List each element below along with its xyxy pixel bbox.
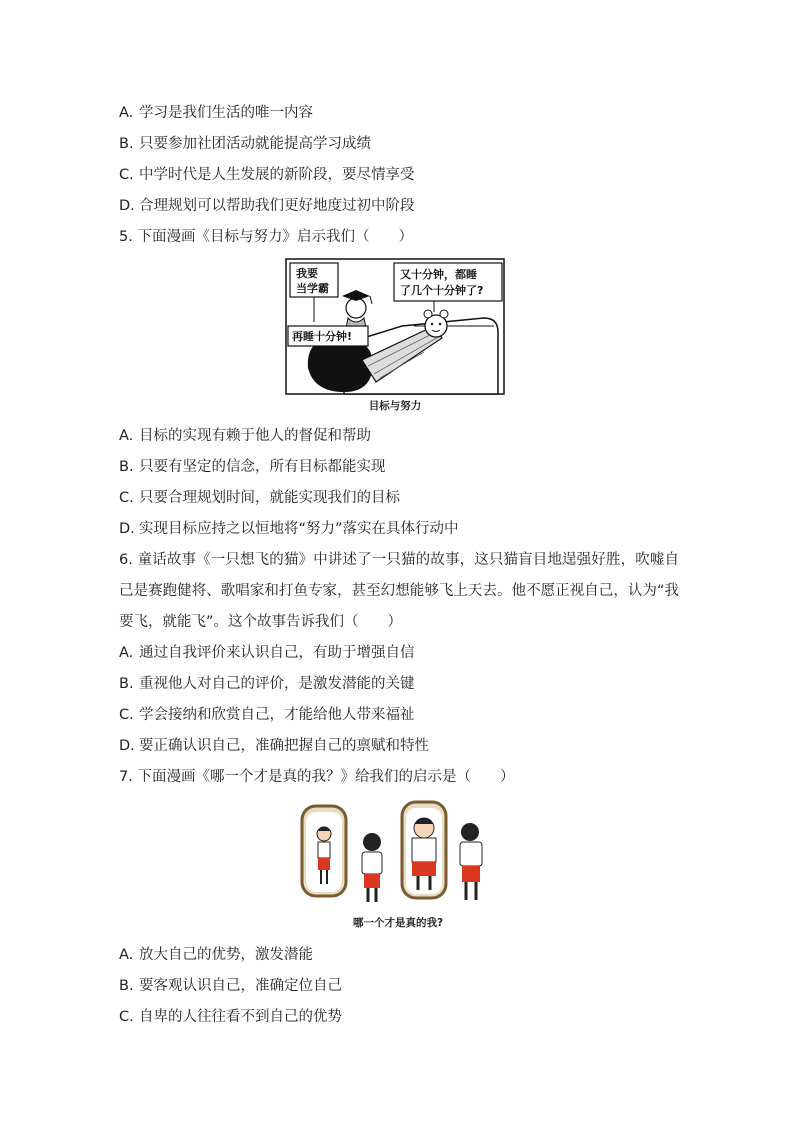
q4-option-a	[119, 103, 313, 123]
option-text: 学会接纳和欣赏自己，才能给他人带来福祉	[139, 707, 415, 723]
option-key: B.	[119, 459, 134, 475]
option-text: 要正确认识自己，准确把握自己的禀赋和特性	[139, 738, 429, 754]
q7-option-c	[119, 1007, 342, 1027]
option-text: 自卑的人往往看不到自己的优势	[139, 1009, 342, 1025]
option-key: D.	[119, 521, 135, 537]
q7-option-a	[119, 945, 313, 965]
q5-option-b	[119, 457, 386, 477]
option-key: B.	[119, 676, 134, 692]
bubble-bottom-text: 再睡十分钟!	[292, 330, 353, 343]
option-text: 放大自己的优势，激发潜能	[139, 947, 313, 963]
option-key: A.	[119, 645, 134, 661]
bubble-left-line-1: 我要	[296, 267, 318, 280]
q7-stem: 7. 下面漫画《哪一个才是真的我？》给我们的启示是（ ）	[119, 769, 515, 785]
option-key: D.	[119, 738, 135, 754]
bubble-right-line-2: 了几个十分钟了?	[400, 284, 484, 297]
q4-option-d	[119, 196, 415, 216]
option-text: 只要合理规划时间，就能实现我们的目标	[139, 490, 400, 506]
q6-option-d	[119, 736, 429, 756]
option-key: C.	[119, 490, 134, 506]
q6-option-c	[119, 705, 415, 725]
option-text: 重视他人对自己的评价，是激发潜能的关键	[139, 676, 415, 692]
q7-cartoon-image	[298, 800, 498, 912]
option-text: 目标的实现有赖于他人的督促和帮助	[139, 428, 371, 444]
option-text: 合理规划可以帮助我们更好地度过初中阶段	[139, 198, 415, 214]
option-key: B.	[119, 978, 134, 994]
q5-cartoon-caption: 目标与努力	[368, 400, 422, 412]
option-text: 中学时代是人生发展的新阶段，要尽情享受	[139, 167, 415, 183]
option-key: A.	[119, 947, 134, 963]
q4-option-b	[119, 134, 371, 154]
option-text: 通过自我评价来认识自己，有助于增强自信	[139, 645, 415, 661]
bubble-right-line-1: 又十分钟，都睡	[400, 268, 477, 281]
option-key: A.	[119, 105, 134, 121]
q6-stem: 6. 童话故事《一只想飞的猫》中讲述了一只猫的故事，这只猫盲目地逞强好胜，吹嘘自己是赛跑健将、歌唱家和打鱼专家，甚至幻想能够飞上天去。他不愿正视自己，认为“我要飞，就能飞”。这个故事告诉我们（ ）	[119, 552, 679, 630]
q6-option-b	[119, 674, 415, 694]
q7-option-b	[119, 976, 342, 996]
q5-option-c	[119, 488, 400, 508]
q5-stem: 5. 下面漫画《目标与努力》启示我们（ ）	[119, 229, 413, 245]
option-text: 学习是我们生活的唯一内容	[139, 105, 313, 121]
option-key: C.	[119, 167, 134, 183]
q5-option-a	[119, 426, 371, 446]
option-text: 只要有坚定的信念，所有目标都能实现	[139, 459, 386, 475]
option-key: B.	[119, 136, 134, 152]
bubble-left-line-2: 当学霸	[296, 282, 329, 295]
option-text: 只要参加社团活动就能提高学习成绩	[139, 136, 371, 152]
q4-option-c	[119, 165, 415, 185]
option-text: 实现目标应持之以恒地将“努力”落实在具体行动中	[139, 521, 459, 537]
option-key: C.	[119, 1009, 134, 1025]
q5-cartoon-image	[284, 256, 506, 396]
q5-option-d	[119, 519, 459, 539]
option-key: C.	[119, 707, 134, 723]
q6-option-a	[119, 643, 415, 663]
q7-cartoon-caption: 哪一个才是真的我?	[352, 917, 444, 929]
option-text: 要客观认识自己，准确定位自己	[139, 978, 342, 994]
option-key: D.	[119, 198, 135, 214]
option-key: A.	[119, 428, 134, 444]
